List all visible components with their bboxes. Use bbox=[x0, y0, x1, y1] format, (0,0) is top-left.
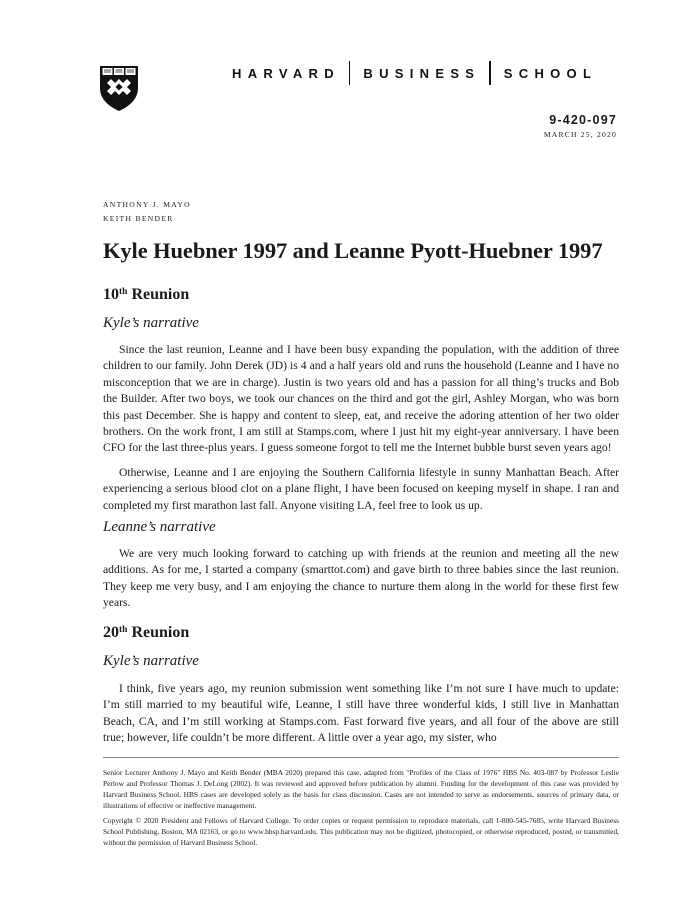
narrative-heading-kyle: Kyle’s narrative bbox=[103, 315, 199, 331]
wordmark-harvard: HARVARD bbox=[232, 65, 340, 81]
case-title: Kyle Huebner 1997 and Leanne Pyott-Huebner 1997 bbox=[103, 238, 603, 263]
author-name: KEITH BENDER bbox=[103, 214, 174, 223]
wordmark-school: SCHOOL bbox=[503, 65, 598, 81]
paragraph: Otherwise, Leanne and I are enjoying the Southern California lifestyle in sunny Manhattan Beach. After experiencing a serious blood clot on a plane flight, I have been focused on keeping myself in shape. I ran and completed my first marathon last fall. Anyone visiting LA, feel free to look us up. bbox=[103, 466, 619, 512]
harvard-shield-icon bbox=[99, 65, 139, 112]
paragraph: I think, five years ago, my reunion submission went something like I’m not sure I have much to update: I’m still married to my beautiful wife, Leanne, I still have three wonderful kids, I still live in Manhattan Beach, CA, and I’m still working at Stamps.com. Fast forward five years, and all four of the above are still true; however, life couldn’t be more different. A little over a year ago, my sister, who bbox=[103, 682, 619, 745]
paragraph: We are very much looking forward to catching up with friends at the reunion and meeting all the new additions. As for me, I started a company (smarttot.com) and gave birth to three babies since the last reunion. They keep me very busy, and I am enjoying the chance to nurture them along in the world for these first few years. bbox=[103, 547, 619, 610]
footnote-divider bbox=[103, 757, 619, 758]
heading-number: 20 bbox=[103, 624, 119, 641]
footnote-copyright: Copyright © 2020 President and Fellows of Harvard College. To order copies or request permission to reproduce materials, call 1-800-545-7685, write Harvard Business School Publishing, Boston, MA 02163, or go to www.hbsp.harvard.edu. This publication may not be digitized, photocopied, or otherwise reproduced, posted, or transmitted, without the permission of Harvard Business School. bbox=[103, 816, 619, 848]
heading-word: Reunion bbox=[127, 286, 190, 303]
author-name: ANTHONY J. MAYO bbox=[103, 200, 191, 209]
case-date: MARCH 25, 2020 bbox=[543, 130, 617, 139]
heading-word: Reunion bbox=[127, 624, 190, 641]
wordmark-business: BUSINESS bbox=[363, 65, 481, 81]
wordmark-divider bbox=[349, 61, 351, 85]
wordmark-divider bbox=[489, 61, 491, 85]
heading-number: 10 bbox=[103, 286, 119, 303]
heading-ordinal: th bbox=[119, 287, 128, 297]
paragraph: Since the last reunion, Leanne and I have been busy expanding the population, with the addition of three children to our family. John Derek (JD) is 4 and a half years old and runs the household (Leanne and I have no misconception that we are in charge). Justin is two years old and has a passion for all thing’s trucks and Bob the Builder. After two boys, we took our chances on the third and got the girl, Ashley Morgan, who was born this past December. She is happy and content to sleep, eat, and receive the adoring attention of her two older brothers. On the work front, I am still at Stamps.com, where I just hit my eight-year anniversary. I have been CFO for the last three-plus years. I guess someone forgot to tell me the Internet bubble burst seven years ago! bbox=[103, 343, 619, 455]
narrative-heading-leanne: Leanne’s narrative bbox=[103, 519, 216, 535]
heading-ordinal: th bbox=[119, 625, 128, 635]
case-number: 9-420-097 bbox=[549, 113, 617, 127]
section-heading-10th-reunion bbox=[103, 286, 189, 304]
narrative-heading-kyle: Kyle’s narrative bbox=[103, 653, 199, 669]
hbs-wordmark bbox=[232, 62, 597, 84]
footnote-case-info: Senior Lecturer Anthony J. Mayo and Keith Bender (MBA 2020) prepared this case, adapted from "Profiles of the Class of 1976" HBS No. 403-087 by Professor Leslie Perlow and Professor Thomas J. DeLong (2002). It was reviewed and approved before publication by alumni. Funding for the development of this case was provided by Harvard Business School. HBS cases are developed solely as the basis for class discussion. Cases are not intended to serve as endorsements, sources of primary data, or illustrations of effective or ineffective management. bbox=[103, 768, 619, 811]
section-heading-20th-reunion bbox=[103, 624, 189, 642]
